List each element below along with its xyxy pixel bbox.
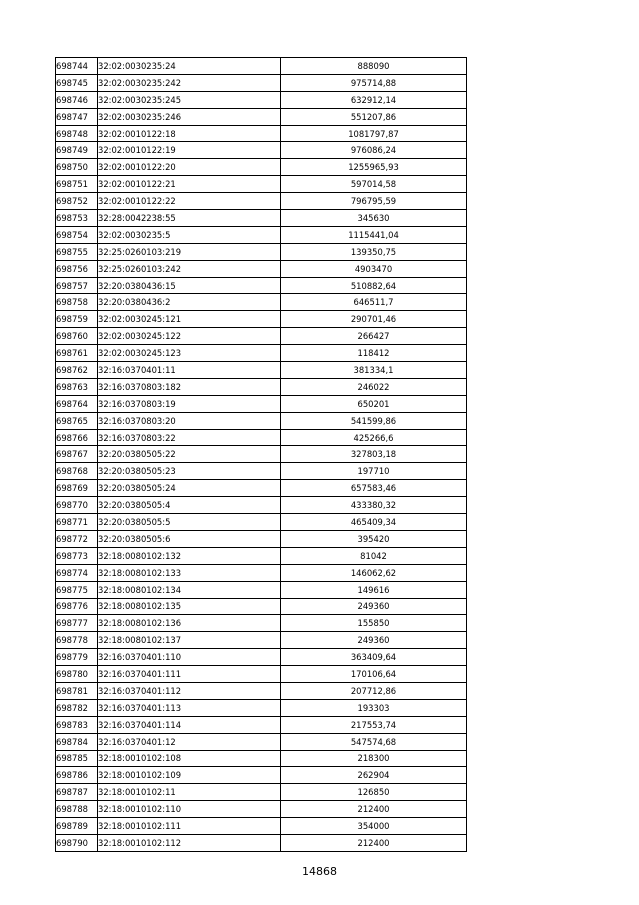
value-cell: 657583,46 — [281, 480, 467, 497]
table-row — [56, 733, 467, 750]
cadastral-number-cell: 32:18:0010102:111 — [98, 818, 281, 835]
value-cell: 547574,68 — [281, 733, 467, 750]
value-cell: 354000 — [281, 818, 467, 835]
row-id-cell: 698779 — [56, 649, 98, 666]
table-row — [56, 446, 467, 463]
row-id-cell: 698763 — [56, 378, 98, 395]
cadastral-number-cell: 32:02:0030235:245 — [98, 91, 281, 108]
row-id-cell: 698764 — [56, 395, 98, 412]
cadastral-number-cell: 32:20:0380436:2 — [98, 294, 281, 311]
data-table — [55, 57, 467, 852]
table-row — [56, 362, 467, 379]
value-cell: 193303 — [281, 699, 467, 716]
row-id-cell: 698761 — [56, 345, 98, 362]
row-id-cell: 698757 — [56, 277, 98, 294]
cadastral-number-cell: 32:18:0080102:137 — [98, 632, 281, 649]
row-id-cell: 698784 — [56, 733, 98, 750]
table-row — [56, 615, 467, 632]
row-id-cell: 698778 — [56, 632, 98, 649]
value-cell: 381334,1 — [281, 362, 467, 379]
table-row — [56, 277, 467, 294]
table-row — [56, 801, 467, 818]
cadastral-number-cell: 32:02:0010122:22 — [98, 193, 281, 210]
table-row — [56, 142, 467, 159]
cadastral-number-cell: 32:02:0030245:121 — [98, 311, 281, 328]
value-cell: 4903470 — [281, 260, 467, 277]
cadastral-number-cell: 32:18:0080102:135 — [98, 598, 281, 615]
table-row — [56, 463, 467, 480]
row-id-cell: 698769 — [56, 480, 98, 497]
cadastral-number-cell: 32:02:0030235:246 — [98, 108, 281, 125]
row-id-cell: 698786 — [56, 767, 98, 784]
table-row — [56, 750, 467, 767]
value-cell: 1081797,87 — [281, 125, 467, 142]
cadastral-number-cell: 32:02:0010122:21 — [98, 176, 281, 193]
table-row — [56, 581, 467, 598]
table-row — [56, 767, 467, 784]
table-row — [56, 682, 467, 699]
row-id-cell: 698747 — [56, 108, 98, 125]
row-id-cell: 698790 — [56, 834, 98, 851]
table-row — [56, 226, 467, 243]
value-cell: 541599,86 — [281, 412, 467, 429]
table-row — [56, 564, 467, 581]
table-row — [56, 58, 467, 75]
row-id-cell: 698744 — [56, 58, 98, 75]
row-id-cell: 698748 — [56, 125, 98, 142]
cadastral-number-cell: 32:20:0380505:5 — [98, 514, 281, 531]
cadastral-number-cell: 32:20:0380505:23 — [98, 463, 281, 480]
value-cell: 207712,86 — [281, 682, 467, 699]
value-cell: 327803,18 — [281, 446, 467, 463]
row-id-cell: 698749 — [56, 142, 98, 159]
cadastral-number-cell: 32:18:0010102:11 — [98, 784, 281, 801]
table-row — [56, 193, 467, 210]
table-row — [56, 598, 467, 615]
cadastral-number-cell: 32:18:0080102:134 — [98, 581, 281, 598]
row-id-cell: 698756 — [56, 260, 98, 277]
value-cell: 1115441,04 — [281, 226, 467, 243]
value-cell: 81042 — [281, 547, 467, 564]
table-row — [56, 125, 467, 142]
row-id-cell: 698762 — [56, 362, 98, 379]
value-cell: 217553,74 — [281, 716, 467, 733]
value-cell: 249360 — [281, 598, 467, 615]
cadastral-number-cell: 32:02:0030235:24 — [98, 58, 281, 75]
table-body — [56, 58, 467, 852]
table-row — [56, 784, 467, 801]
row-id-cell: 698787 — [56, 784, 98, 801]
value-cell: 212400 — [281, 834, 467, 851]
row-id-cell: 698750 — [56, 159, 98, 176]
cadastral-number-cell: 32:16:0370803:182 — [98, 378, 281, 395]
cadastral-number-cell: 32:18:0010102:109 — [98, 767, 281, 784]
value-cell: 975714,88 — [281, 74, 467, 91]
row-id-cell: 698774 — [56, 564, 98, 581]
cadastral-number-cell: 32:20:0380505:22 — [98, 446, 281, 463]
value-cell: 465409,34 — [281, 514, 467, 531]
row-id-cell: 698760 — [56, 328, 98, 345]
cadastral-number-cell: 32:16:0370401:114 — [98, 716, 281, 733]
row-id-cell: 698772 — [56, 530, 98, 547]
table-row — [56, 497, 467, 514]
value-cell: 433380,32 — [281, 497, 467, 514]
value-cell: 139350,75 — [281, 243, 467, 260]
value-cell: 266427 — [281, 328, 467, 345]
value-cell: 976086,24 — [281, 142, 467, 159]
row-id-cell: 698753 — [56, 210, 98, 227]
row-id-cell: 698777 — [56, 615, 98, 632]
row-id-cell: 698755 — [56, 243, 98, 260]
value-cell: 796795,59 — [281, 193, 467, 210]
row-id-cell: 698773 — [56, 547, 98, 564]
table-row — [56, 818, 467, 835]
cadastral-number-cell: 32:16:0370803:19 — [98, 395, 281, 412]
value-cell: 170106,64 — [281, 666, 467, 683]
value-cell: 149616 — [281, 581, 467, 598]
value-cell: 551207,86 — [281, 108, 467, 125]
row-id-cell: 698765 — [56, 412, 98, 429]
table-row — [56, 328, 467, 345]
table-row — [56, 632, 467, 649]
table-row — [56, 699, 467, 716]
cadastral-number-cell: 32:16:0370803:20 — [98, 412, 281, 429]
table-row — [56, 210, 467, 227]
table-row — [56, 429, 467, 446]
value-cell: 646511,7 — [281, 294, 467, 311]
cadastral-number-cell: 32:18:0010102:110 — [98, 801, 281, 818]
value-cell: 197710 — [281, 463, 467, 480]
table-row — [56, 311, 467, 328]
value-cell: 888090 — [281, 58, 467, 75]
row-id-cell: 698766 — [56, 429, 98, 446]
table-row — [56, 547, 467, 564]
cadastral-number-cell: 32:18:0080102:133 — [98, 564, 281, 581]
row-id-cell: 698746 — [56, 91, 98, 108]
cadastral-number-cell: 32:16:0370803:22 — [98, 429, 281, 446]
table-row — [56, 91, 467, 108]
value-cell: 246022 — [281, 378, 467, 395]
table-row — [56, 834, 467, 851]
row-id-cell: 698754 — [56, 226, 98, 243]
table-row — [56, 159, 467, 176]
cadastral-number-cell: 32:20:0380505:4 — [98, 497, 281, 514]
cadastral-number-cell: 32:18:0080102:136 — [98, 615, 281, 632]
page-number: 14868 — [302, 865, 337, 878]
row-id-cell: 698780 — [56, 666, 98, 683]
value-cell: 126850 — [281, 784, 467, 801]
table-row — [56, 666, 467, 683]
cadastral-number-cell: 32:16:0370401:112 — [98, 682, 281, 699]
table-row — [56, 345, 467, 362]
table-row — [56, 480, 467, 497]
cadastral-number-cell: 32:20:0380505:24 — [98, 480, 281, 497]
value-cell: 249360 — [281, 632, 467, 649]
table-row — [56, 649, 467, 666]
value-cell: 118412 — [281, 345, 467, 362]
cadastral-number-cell: 32:18:0010102:112 — [98, 834, 281, 851]
value-cell: 632912,14 — [281, 91, 467, 108]
table-row — [56, 395, 467, 412]
value-cell: 262904 — [281, 767, 467, 784]
row-id-cell: 698752 — [56, 193, 98, 210]
row-id-cell: 698788 — [56, 801, 98, 818]
value-cell: 345630 — [281, 210, 467, 227]
cadastral-number-cell: 32:02:0030245:122 — [98, 328, 281, 345]
row-id-cell: 698768 — [56, 463, 98, 480]
cadastral-number-cell: 32:25:0260103:219 — [98, 243, 281, 260]
row-id-cell: 698770 — [56, 497, 98, 514]
table-row — [56, 412, 467, 429]
value-cell: 146062,62 — [281, 564, 467, 581]
table-row — [56, 378, 467, 395]
row-id-cell: 698745 — [56, 74, 98, 91]
value-cell: 290701,46 — [281, 311, 467, 328]
table-row — [56, 243, 467, 260]
cadastral-number-cell: 32:18:0080102:132 — [98, 547, 281, 564]
row-id-cell: 698775 — [56, 581, 98, 598]
cadastral-number-cell: 32:02:0010122:18 — [98, 125, 281, 142]
row-id-cell: 698781 — [56, 682, 98, 699]
row-id-cell: 698759 — [56, 311, 98, 328]
cadastral-number-cell: 32:16:0370401:11 — [98, 362, 281, 379]
cadastral-number-cell: 32:02:0010122:20 — [98, 159, 281, 176]
value-cell: 597014,58 — [281, 176, 467, 193]
value-cell: 425266,6 — [281, 429, 467, 446]
table-row — [56, 716, 467, 733]
row-id-cell: 698758 — [56, 294, 98, 311]
cadastral-number-cell: 32:02:0030245:123 — [98, 345, 281, 362]
table-row — [56, 74, 467, 91]
cadastral-number-cell: 32:02:0030235:242 — [98, 74, 281, 91]
row-id-cell: 698751 — [56, 176, 98, 193]
value-cell: 650201 — [281, 395, 467, 412]
row-id-cell: 698783 — [56, 716, 98, 733]
table-row — [56, 108, 467, 125]
cadastral-number-cell: 32:16:0370401:113 — [98, 699, 281, 716]
value-cell: 155850 — [281, 615, 467, 632]
value-cell: 363409,64 — [281, 649, 467, 666]
cadastral-number-cell: 32:18:0010102:108 — [98, 750, 281, 767]
table-row — [56, 176, 467, 193]
table-row — [56, 260, 467, 277]
row-id-cell: 698767 — [56, 446, 98, 463]
value-cell: 395420 — [281, 530, 467, 547]
table-row — [56, 514, 467, 531]
value-cell: 1255965,93 — [281, 159, 467, 176]
table-row — [56, 530, 467, 547]
cadastral-number-cell: 32:28:0042238:55 — [98, 210, 281, 227]
cadastral-number-cell: 32:16:0370401:111 — [98, 666, 281, 683]
cadastral-number-cell: 32:02:0030235:5 — [98, 226, 281, 243]
table-row — [56, 294, 467, 311]
cadastral-number-cell: 32:16:0370401:110 — [98, 649, 281, 666]
row-id-cell: 698771 — [56, 514, 98, 531]
cadastral-number-cell: 32:20:0380505:6 — [98, 530, 281, 547]
value-cell: 510882,64 — [281, 277, 467, 294]
value-cell: 218300 — [281, 750, 467, 767]
cadastral-number-cell: 32:16:0370401:12 — [98, 733, 281, 750]
value-cell: 212400 — [281, 801, 467, 818]
row-id-cell: 698782 — [56, 699, 98, 716]
cadastral-number-cell: 32:02:0010122:19 — [98, 142, 281, 159]
cadastral-number-cell: 32:20:0380436:15 — [98, 277, 281, 294]
cadastral-number-cell: 32:25:0260103:242 — [98, 260, 281, 277]
row-id-cell: 698789 — [56, 818, 98, 835]
row-id-cell: 698776 — [56, 598, 98, 615]
row-id-cell: 698785 — [56, 750, 98, 767]
